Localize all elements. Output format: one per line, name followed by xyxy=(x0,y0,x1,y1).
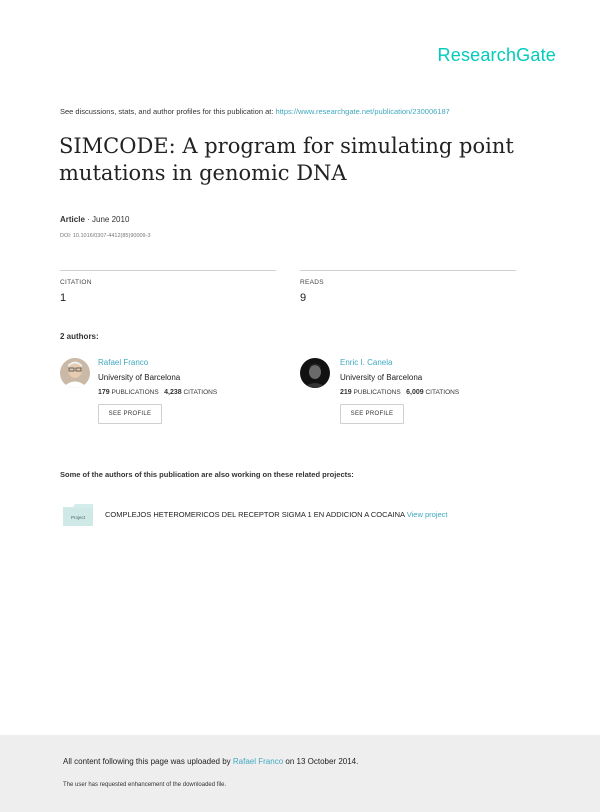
page-title xyxy=(59,133,514,187)
project-badge: Project xyxy=(70,515,86,520)
title-line-1: SIMCODE: A program for simulating point xyxy=(59,134,514,158)
author-counts xyxy=(340,389,459,396)
author-name-link[interactable]: Enric I. Canela xyxy=(340,358,393,367)
author-card-2 xyxy=(340,358,459,424)
upload-suffix: on 13 October 2014. xyxy=(285,757,359,766)
citation-count: 4,238 xyxy=(164,389,182,396)
upload-prefix: All content following this page was uploaded by xyxy=(63,757,231,766)
uploader-link[interactable]: Rafael Franco xyxy=(232,757,284,766)
see-profile-button[interactable]: SEE PROFILE xyxy=(340,404,404,424)
stat-label-citation: CITATION xyxy=(60,279,92,286)
publication-url-link[interactable]: https://www.researchgate.net/publication/230006187 xyxy=(275,107,450,116)
upload-line xyxy=(63,757,358,766)
footer xyxy=(0,735,600,812)
article-meta xyxy=(60,215,129,224)
author-card-1 xyxy=(98,358,217,424)
enhancement-note: The user has requested enhancement of the downloaded file. xyxy=(63,782,227,788)
stat-value-reads: 9 xyxy=(300,292,307,304)
article-doi: DOI: 10.1016/0307-4412(85)90009-3 xyxy=(60,233,151,239)
publications-label: PUBLICATIONS xyxy=(353,389,401,396)
avatar[interactable] xyxy=(300,358,330,388)
author-photo-icon xyxy=(60,358,90,388)
authors-heading: 2 authors: xyxy=(60,332,99,341)
article-date: · June 2010 xyxy=(87,215,130,224)
publication-count: 219 xyxy=(340,389,352,396)
citation-count: 6,009 xyxy=(406,389,424,396)
author-name-link[interactable]: Rafael Franco xyxy=(98,358,149,367)
divider xyxy=(60,270,276,271)
related-projects-heading: Some of the authors of this publication are also working on these related projects: xyxy=(60,470,354,479)
avatar[interactable] xyxy=(60,358,90,388)
author-photo-icon xyxy=(300,358,330,388)
title-line-2: mutations in genomic DNA xyxy=(59,161,347,185)
citations-label: CITATIONS xyxy=(183,389,218,396)
stat-value-citation: 1 xyxy=(60,292,67,304)
project-title: COMPLEJOS HETEROMERICOS DEL RECEPTOR SIGMA 1 EN ADDICION A COCAINA xyxy=(105,510,405,519)
publication-count: 179 xyxy=(98,389,110,396)
divider xyxy=(300,270,516,271)
view-project-link[interactable]: View project xyxy=(406,510,448,519)
see-profile-button[interactable]: SEE PROFILE xyxy=(98,404,162,424)
article-type: Article xyxy=(60,215,85,224)
stat-label-reads: READS xyxy=(300,279,324,286)
related-project-row xyxy=(105,510,447,519)
researchgate-logo[interactable]: ResearchGate xyxy=(437,45,556,65)
publications-label: PUBLICATIONS xyxy=(111,389,159,396)
citations-label: CITATIONS xyxy=(425,389,460,396)
author-counts xyxy=(98,389,217,396)
discussion-prefix: See discussions, stats, and author profiles for this publication at: xyxy=(60,107,274,116)
discussion-line xyxy=(60,107,450,116)
author-institution: University of Barcelona xyxy=(340,373,423,382)
project-folder-icon xyxy=(62,503,92,525)
author-institution: University of Barcelona xyxy=(98,373,181,382)
